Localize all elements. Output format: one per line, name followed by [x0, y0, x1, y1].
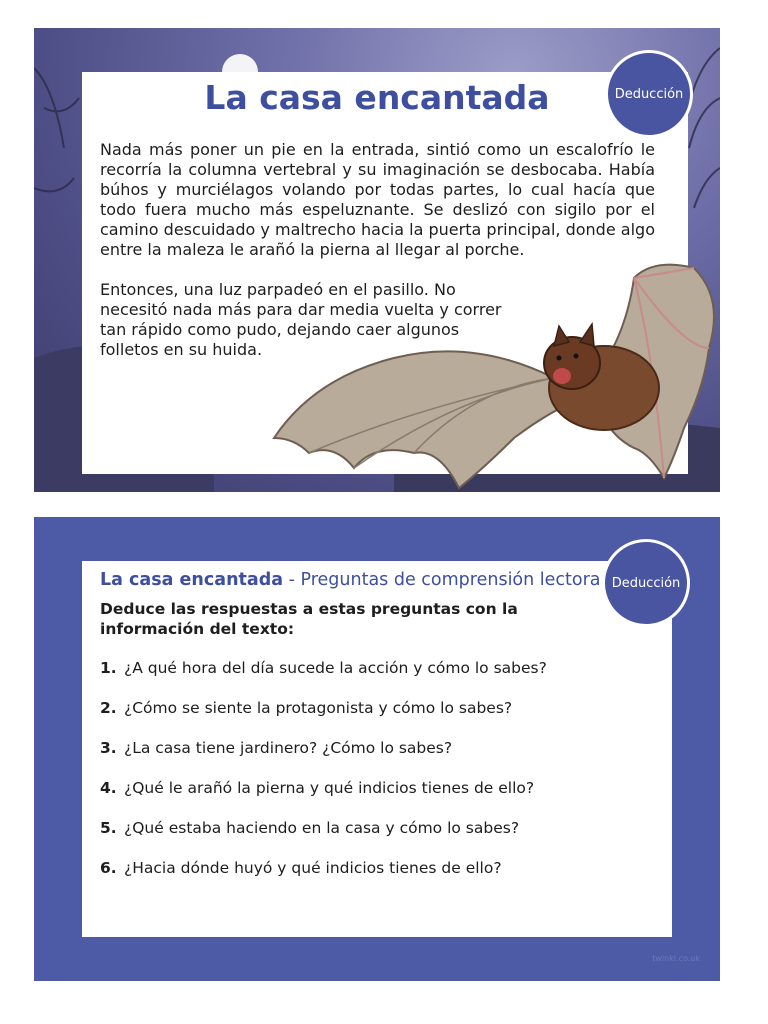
question-text: ¿La casa tiene jardinero? ¿Cómo lo sabes? [124, 739, 453, 757]
list-item [100, 657, 547, 697]
questions-title-rest: - Preguntas de comprensión lectora [283, 570, 601, 590]
deduction-badge: Deducción [602, 539, 690, 627]
question-number: 6. [100, 859, 117, 877]
list-item [100, 777, 547, 817]
story-paragraph-2: Entonces, una luz parpadeó en el pasillo. No necesitó nada más para dar media vuelta y correr tan rápido como pudo, dejando caer algunos folletos en su huida. [100, 280, 502, 359]
list-item [100, 697, 547, 737]
bat-illustration [254, 238, 720, 492]
question-number: 5. [100, 819, 117, 837]
question-number: 3. [100, 739, 117, 757]
question-text: ¿Hacia dónde huyó y qué indicios tienes de ello? [124, 859, 502, 877]
story-paragraph-1: Nada más poner un pie en la entrada, sintió como un escalofrío le recorría la columna vertebral y su imaginación se desbocaba. Había búhos y murciélagos volando por todas partes, lo cual hacía que todo fuera mucho más espeluznante. Se deslizó con sigilo por el camino descuidado y maltrecho hacia la puerta principal, donde algo entre la maleza le arañó la pierna al llegar al porche. [100, 140, 655, 259]
story-slide [34, 28, 720, 492]
question-number: 4. [100, 779, 117, 797]
questions-instructions: Deduce las respuestas a estas preguntas con la información del texto: [100, 600, 518, 638]
list-item [100, 737, 547, 777]
deduction-badge: Deducción [605, 50, 693, 138]
questions-title-bold: La casa encantada [100, 570, 284, 590]
story-title: La casa encantada [204, 78, 550, 117]
question-text: ¿Qué le arañó la pierna y qué indicios tienes de ello? [124, 779, 535, 797]
questions-list [100, 657, 547, 897]
question-number: 2. [100, 699, 117, 717]
question-number: 1. [100, 659, 117, 677]
question-text: ¿Qué estaba haciendo en la casa y cómo lo sabes? [124, 819, 520, 837]
question-text: ¿Cómo se siente la protagonista y cómo lo sabes? [124, 699, 513, 717]
footer-watermark: twinkl.co.uk [652, 954, 700, 963]
questions-title [100, 570, 601, 590]
questions-slide [34, 517, 720, 981]
list-item [100, 817, 547, 857]
list-item [100, 857, 547, 897]
question-text: ¿A qué hora del día sucede la acción y cómo lo sabes? [124, 659, 547, 677]
